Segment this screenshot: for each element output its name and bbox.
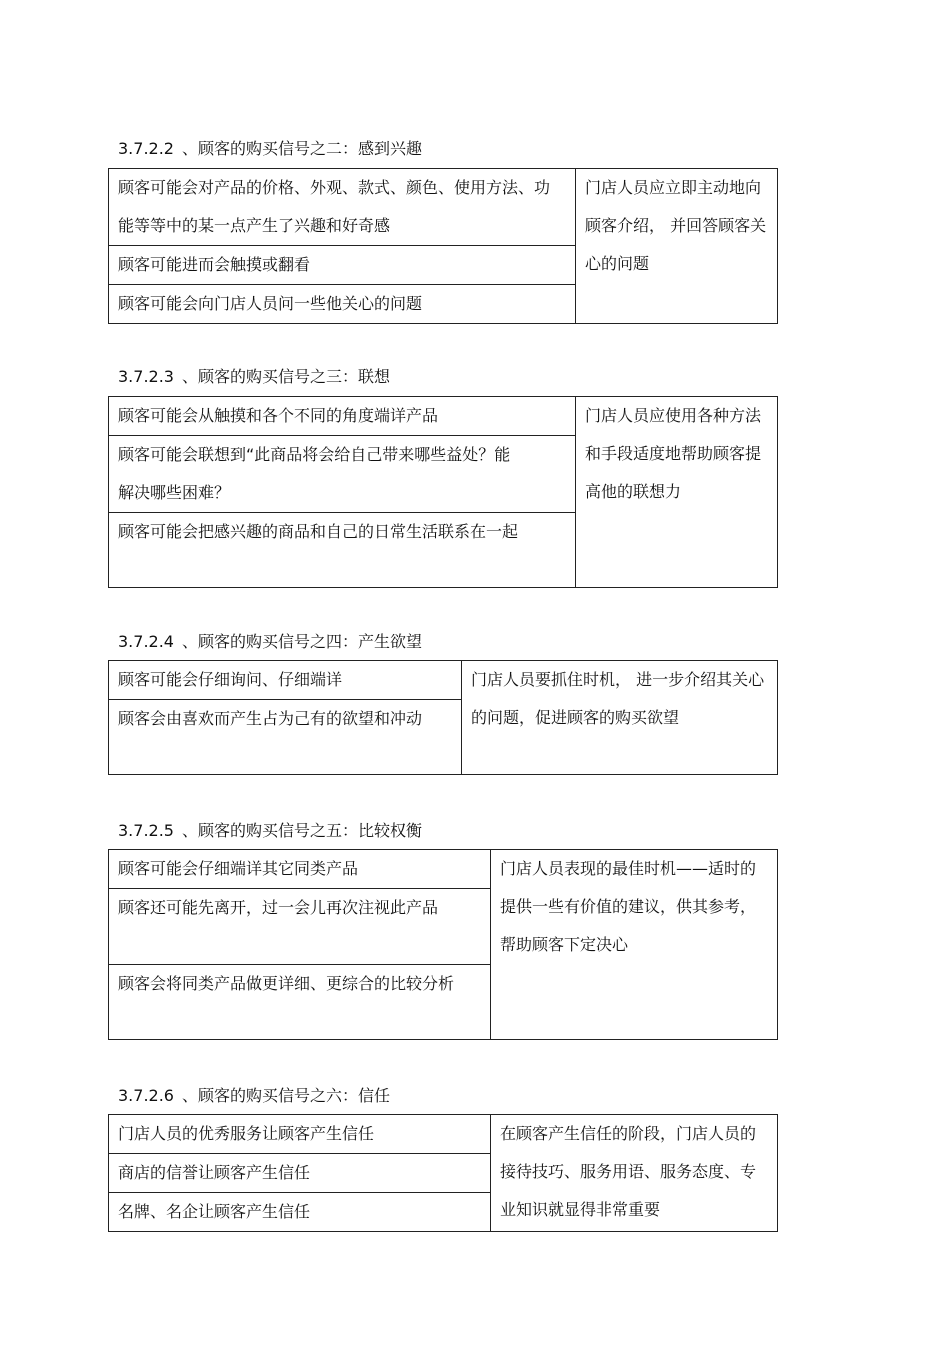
section-number: 3.7.2.6 <box>118 1086 174 1105</box>
signal-cell: 顾客可能会仔细端详其它同类产品 <box>109 850 491 889</box>
signal-table <box>108 1114 778 1232</box>
section-heading <box>118 139 422 159</box>
signal-table <box>108 168 778 324</box>
section-number: 3.7.2.4 <box>118 632 174 651</box>
signal-cell: 名牌、名企让顾客产生信任 <box>109 1193 491 1232</box>
signal-table <box>108 396 778 588</box>
action-cell: 门店人员表现的最佳时机——适时的提供一些有价值的建议，供其参考，帮助顾客下定决心 <box>491 850 778 1040</box>
signal-cell: 顾客可能会对产品的价格、外观、款式、颜色、使用方法、功能等等中的某一点产生了兴趣和好奇感 <box>109 169 576 246</box>
section-number: 3.7.2.3 <box>118 367 174 386</box>
signal-cell: 顾客可能会把感兴趣的商品和自己的日常生活联系在一起 <box>109 513 576 588</box>
section-heading <box>118 821 422 841</box>
section-heading <box>118 367 390 387</box>
section-number: 3.7.2.2 <box>118 139 174 158</box>
signal-cell: 顾客会由喜欢而产生占为己有的欲望和冲动 <box>109 700 462 775</box>
section-number: 3.7.2.5 <box>118 821 174 840</box>
action-cell: 在顾客产生信任的阶段，门店人员的接待技巧、服务用语、服务态度、专业知识就显得非常重要 <box>491 1115 778 1232</box>
signal-cell: 顾客可能会联想到“此商品将会给自己带来哪些益处？能解决哪些困难？ <box>109 436 576 513</box>
signal-cell: 顾客可能会向门店人员问一些他关心的问题 <box>109 285 576 324</box>
action-cell: 门店人员应立即主动地向顾客介绍， 并回答顾客关心的问题 <box>576 169 778 324</box>
signal-table <box>108 849 778 1040</box>
signal-cell: 顾客可能会仔细询问、仔细端详 <box>109 661 462 700</box>
section-heading <box>118 1086 390 1106</box>
section-title: 、顾客的购买信号之二：感到兴趣 <box>181 139 422 158</box>
signal-cell: 顾客会将同类产品做更详细、更综合的比较分析 <box>109 965 491 1040</box>
section-title: 、顾客的购买信号之三：联想 <box>181 367 390 386</box>
signal-table <box>108 660 778 775</box>
section-title: 、顾客的购买信号之五：比较权衡 <box>181 821 422 840</box>
signal-cell: 顾客可能会从触摸和各个不同的角度端详产品 <box>109 397 576 436</box>
section-title: 、顾客的购买信号之四：产生欲望 <box>181 632 422 651</box>
action-cell: 门店人员应使用各种方法和手段适度地帮助顾客提高他的联想力 <box>576 397 778 588</box>
signal-cell: 顾客可能进而会触摸或翻看 <box>109 246 576 285</box>
signal-cell: 商店的信誉让顾客产生信任 <box>109 1154 491 1193</box>
action-cell: 门店人员要抓住时机， 进一步介绍其关心的问题，促进顾客的购买欲望 <box>462 661 778 775</box>
section-heading <box>118 632 422 652</box>
section-title: 、顾客的购买信号之六：信任 <box>181 1086 390 1105</box>
signal-cell: 顾客还可能先离开，过一会儿再次注视此产品 <box>109 889 491 965</box>
signal-cell: 门店人员的优秀服务让顾客产生信任 <box>109 1115 491 1154</box>
